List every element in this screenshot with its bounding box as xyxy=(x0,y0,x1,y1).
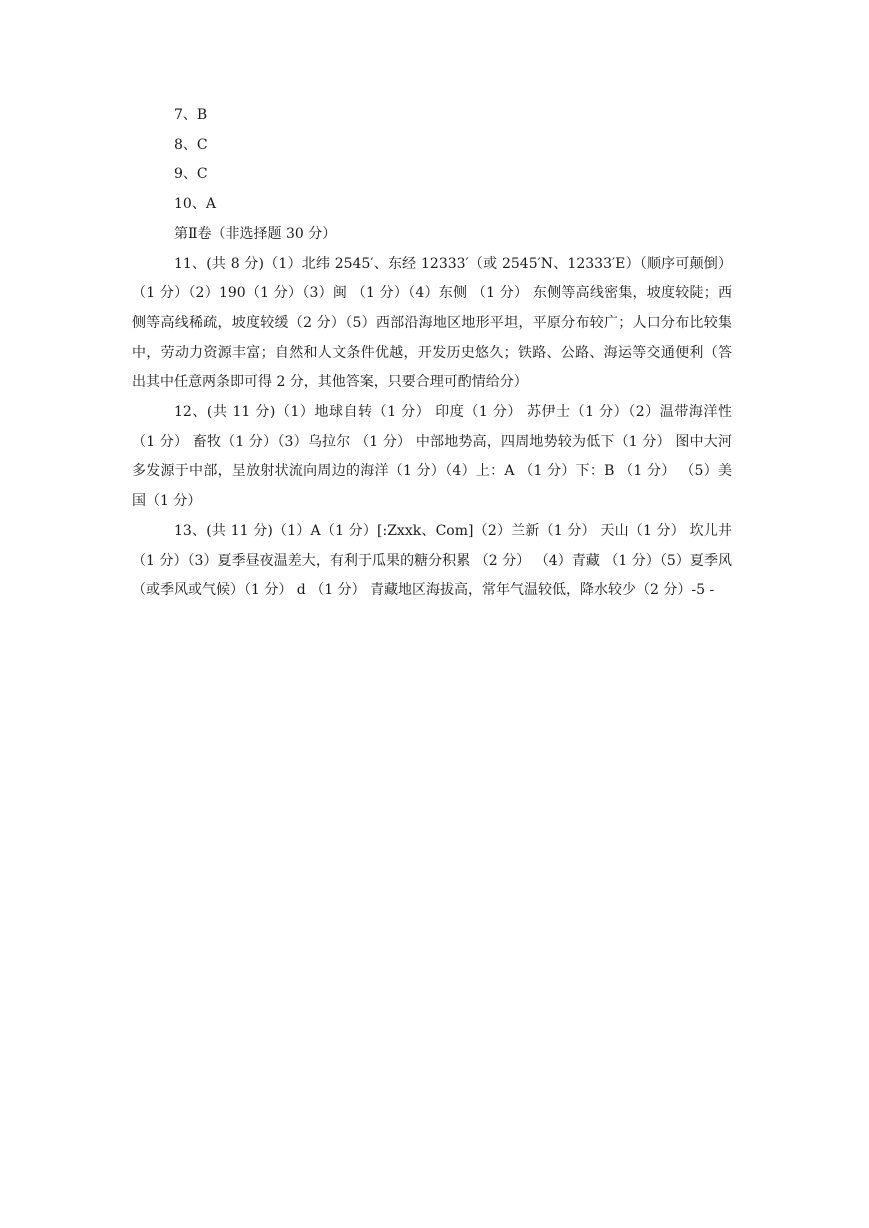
answer-content xyxy=(132,101,732,606)
answer-line-7: 7、B xyxy=(174,107,208,123)
section-heading: 第Ⅱ卷（非选择题 30 分） xyxy=(174,225,337,242)
question-13: 13、(共 11 分)（1）A（1 分）[:Zxxk、Com]（2）兰新（1 分） 天山（1 分） 坎儿井（1 分）（3）夏季昼夜温差大，有利于瓜果的糖分积累 （2 分） （4）青藏 （1 分）（5）夏季风（或季风或气候）（1 分） d （1 分） 青藏地区海拔高，常年气温较低，降水较少（2 分）-5 - xyxy=(132,522,732,599)
answer-line-9: 9、C xyxy=(174,166,208,183)
answer-line-10: 10、A xyxy=(174,196,216,213)
answer-line-8: 8、C xyxy=(174,136,208,153)
question-11: 11、(共 8 分)（1）北纬 2545′、东经 12333′（或 2545′N、12333′E）（顺序可颠倒）（1 分）（2）190（1 分）（3）闽 （1 分）（4）东侧 （1 分） 东侧等高线密集，坡度较陡；西侧等高线稀疏，坡度较缓（2 分）（5）西部沿海地区地形平坦，平原分布较广；人口分布比较集中，劳动力资源丰富；自然和人文条件优越，开发历史悠久；铁路、公路、海运等交通便利（答出其中任意两条即可得 2 分，其他答案，只要合理可酌情给分） xyxy=(132,255,732,391)
question-12: 12、(共 11 分)（1）地球自转（1 分） 印度（1 分） 苏伊士（1 分）（2）温带海洋性（1 分） 畜牧（1 分）（3）乌拉尔 （1 分） 中部地势高，四周地势较为低下（1 分） 图中大河多发源于中部，呈放射状流向周边的海洋（1 分）（4）上：A （1 分）下：B （1 分） （5）美国（1 分） xyxy=(132,404,732,510)
